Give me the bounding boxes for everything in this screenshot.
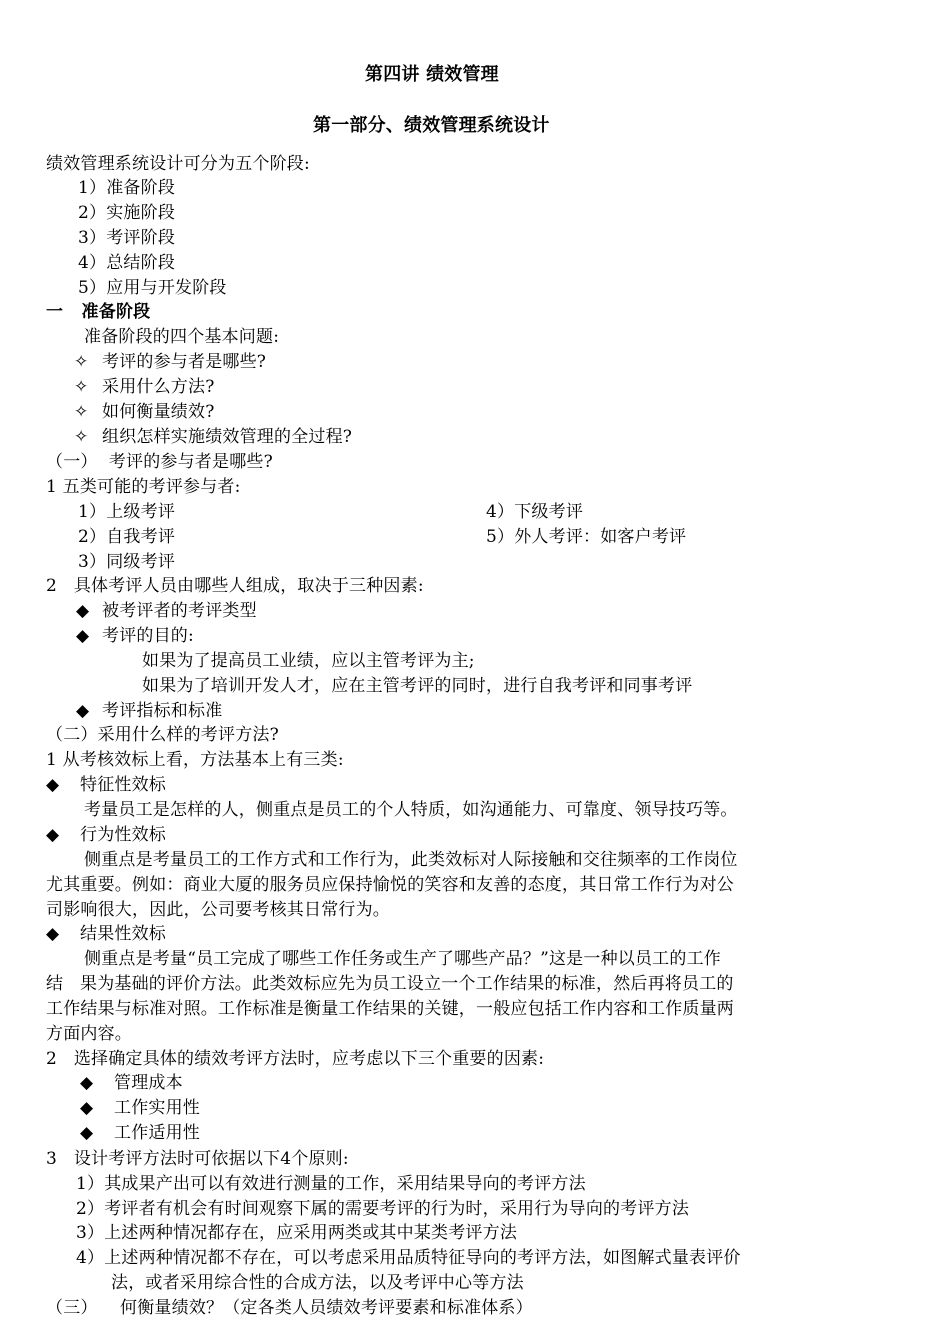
section-heading: 一 准备阶段	[46, 302, 151, 322]
paragraph-line: 1 从考核效标上看，方法基本上有三类:	[46, 750, 344, 770]
stage-item: 3）考评阶段	[78, 228, 176, 248]
participant-item: 2）自我考评	[78, 527, 176, 547]
diamond-bullet-icon: ◆	[80, 1098, 94, 1118]
hollow-star-icon: ✧	[74, 377, 89, 397]
part-title: 第一部分、绩效管理系统设计	[313, 115, 550, 136]
paragraph-line: 尤其重要。例如：商业大厦的服务员应保持愉悦的笑容和友善的态度，其日常工作行为对公	[46, 875, 734, 895]
paragraph-line: 2 具体考评人员由哪些人组成，取决于三种因素:	[46, 576, 424, 596]
stage-item: 4）总结阶段	[78, 253, 176, 273]
paragraph-line: 工作结果与标准对照。工作标准是衡量工作结果的关键，一般应包括工作内容和工作质量两	[46, 999, 734, 1019]
hollow-star-icon: ✧	[74, 352, 89, 372]
list-item: ✧ 如何衡量绩效?	[74, 402, 215, 422]
paragraph-line: 侧重点是考量员工的工作方式和工作行为，此类效标对人际接触和交往频率的工作岗位	[84, 850, 738, 870]
intro-text: 绩效管理系统设计可分为五个阶段:	[46, 154, 310, 174]
list-item: ◆ 被考评者的考评类型	[76, 601, 257, 621]
list-item: ✧ 采用什么方法?	[74, 377, 215, 397]
paragraph-line: 2 选择确定具体的绩效考评方法时，应考虑以下三个重要的因素:	[46, 1049, 545, 1069]
diamond-bullet-icon: ◆	[80, 1123, 94, 1143]
paragraph-line: 结 果为基础的评价方法。此类效标应先为员工设立一个工作结果的标准，然后再将员工的	[46, 974, 734, 994]
participant-item: 1）上级考评	[78, 502, 176, 522]
subsection-heading: （三） 何衡量绩效？（定各类人员绩效考评要素和标准体系）	[46, 1298, 533, 1318]
prep-intro: 准备阶段的四个基本问题:	[84, 327, 280, 347]
list-item: ◆ 管理成本	[80, 1073, 183, 1093]
list-item: ◆ 考评指标和标准	[76, 701, 223, 721]
list-item: ◆ 工作适用性	[80, 1123, 200, 1143]
stage-item: 2）实施阶段	[78, 203, 176, 223]
stage-item: 1）准备阶段	[78, 178, 176, 198]
paragraph-line: 如果为了提高员工业绩，应以主管考评为主;	[142, 651, 475, 671]
paragraph-line: 方面内容。	[46, 1024, 132, 1044]
hollow-star-icon: ✧	[74, 402, 89, 422]
paragraph-line: 法，或者采用综合性的合成方法，以及考评中心等方法	[111, 1273, 524, 1293]
list-item: ◆ 工作实用性	[80, 1098, 200, 1118]
list-item: ◆ 特征性效标	[46, 775, 166, 795]
list-item: ◆ 考评的目的:	[76, 626, 194, 646]
principle-item: 3）上述两种情况都存在，应采用两类或其中某类考评方法	[76, 1223, 518, 1243]
list-item: ◆ 结果性效标	[46, 924, 166, 944]
diamond-bullet-icon: ◆	[80, 1073, 94, 1093]
paragraph-line: 3 设计考评方法时可依据以下4个原则:	[46, 1149, 349, 1169]
principle-item: 4）上述两种情况都不存在，可以考虑采用品质特征导向的考评方法，如图解式量表评价	[76, 1248, 741, 1268]
list-item: ✧ 组织怎样实施绩效管理的全过程?	[74, 427, 353, 447]
diamond-bullet-icon: ◆	[76, 701, 90, 721]
list-item: ✧ 考评的参与者是哪些?	[74, 352, 267, 372]
principle-item: 1）其成果产出可以有效进行测量的工作，采用结果导向的考评方法	[76, 1174, 586, 1194]
subsection-heading: （一） 考评的参与者是哪些?	[46, 452, 273, 472]
diamond-bullet-icon: ◆	[76, 601, 90, 621]
diamond-bullet-icon: ◆	[46, 775, 60, 795]
paragraph-line: 司影响很大，因此，公司要考核其日常行为。	[46, 900, 390, 920]
paragraph-line: 侧重点是考量“员工完成了哪些工作任务或生产了哪些产品？”这是一种以员工的工作	[84, 949, 721, 969]
list-item: ◆ 行为性效标	[46, 825, 166, 845]
participant-item: 4）下级考评	[486, 502, 584, 522]
principle-item: 2）考评者有机会有时间观察下属的需要考评的行为时，采用行为导向的考评方法	[76, 1199, 690, 1219]
paragraph-line: 1 五类可能的考评参与者:	[46, 477, 241, 497]
lecture-title: 第四讲 绩效管理	[365, 64, 499, 85]
hollow-star-icon: ✧	[74, 427, 89, 447]
stage-item: 5）应用与开发阶段	[78, 278, 227, 298]
diamond-bullet-icon: ◆	[46, 825, 60, 845]
subsection-heading: （二）采用什么样的考评方法?	[46, 725, 279, 745]
participant-item: 5）外人考评：如客户考评	[486, 527, 687, 547]
participant-item: 3）同级考评	[78, 552, 176, 572]
paragraph-line: 考量员工是怎样的人，侧重点是员工的个人特质，如沟通能力、可靠度、领导技巧等。	[84, 800, 738, 820]
diamond-bullet-icon: ◆	[76, 626, 90, 646]
diamond-bullet-icon: ◆	[46, 924, 60, 944]
paragraph-line: 如果为了培训开发人才，应在主管考评的同时，进行自我考评和同事考评	[142, 676, 693, 696]
